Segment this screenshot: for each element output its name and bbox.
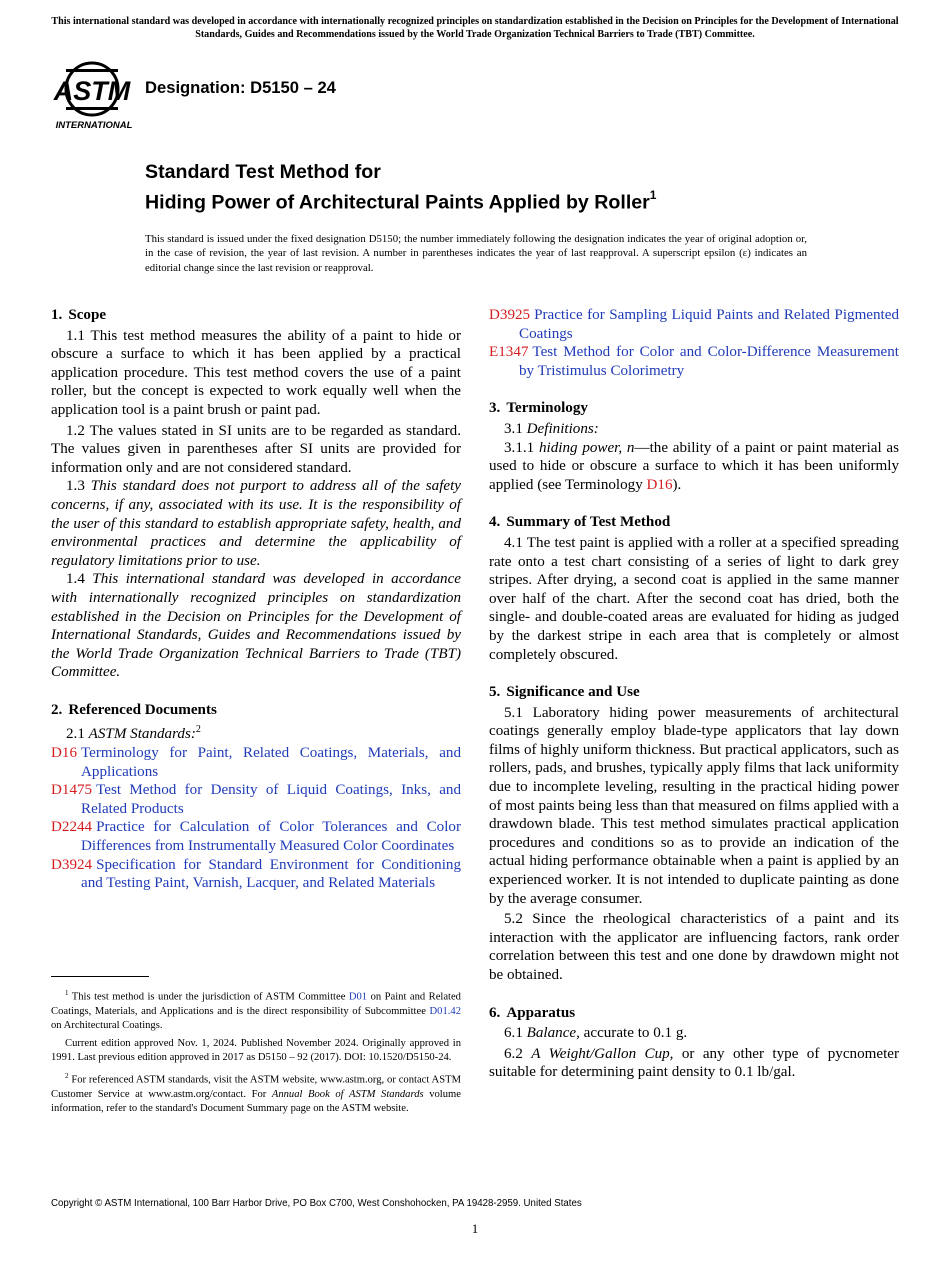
designation: Designation: D5150 – 24 — [145, 78, 336, 97]
para-6-1: 6.1 Balance, accurate to 0.1 g. — [504, 1025, 688, 1042]
reference-item[interactable] — [51, 818, 461, 855]
para-3-1: 3.1 Definitions: — [504, 420, 599, 437]
terminology-d16-link[interactable]: D16 — [646, 476, 673, 493]
logo-text: ASTM — [53, 76, 131, 106]
para-5-1: 5.1 Laboratory hiding power measurements of architectural coatings generally employ blade-type applicators that lay down films of highly uniform thickness. But practical applicators, such as rollers, pads, and brushes, typically apply films that lack uniformity due to incomplete leveling, resulting in the practical hiding power of most paints being less than that measured on films applied with a drawdown blade. This test method simulates practical application procedures and conditions so as to provide an indication of the actual hiding performance obtainable when a paint is applied by an experienced worker. It is not intended to duplicate painting as done by the average consumer. — [489, 704, 899, 907]
copyright-notice: Copyright © ASTM International, 100 Barr Harbor Drive, PO Box C700, West Conshohocken, PA 19428-2959. United States — [51, 1198, 582, 1209]
page-number: 1 — [471, 1221, 479, 1236]
reference-code-link[interactable]: D3925 — [489, 307, 531, 323]
reference-title-link[interactable]: Practice for Sampling Liquid Paints and Related Pigmented Coatings — [519, 307, 899, 342]
reference-code-link[interactable]: D16 — [51, 745, 77, 762]
section-heading-significance: 5. Significance and Use — [489, 684, 640, 701]
title-line-2: Hiding Power of Architectural Paints Applied by Roller$^1$ — [145, 187, 657, 214]
reference-title-link[interactable]: Specification for Standard Environment for Conditioning and Testing Paint, Varnish, Lacquer, and Related Materials — [81, 856, 461, 892]
section-heading-summary: 4. Summary of Test Method — [489, 514, 671, 531]
para-2-1: 2.1 ASTM Standards:$^2$ — [66, 724, 201, 743]
reference-item[interactable] — [51, 856, 461, 893]
left-column — [51, 306, 461, 893]
footnote-1: $^1$ This test method is under the jurisdiction of ASTM Committee D01 on Paint and Related Coatings, Materials, and Applications and is the direct responsibility of Subcommittee D01.42 on Architectural Coatings. — [51, 989, 461, 1032]
section-heading-scope: 1. Scope — [51, 307, 107, 323]
astm-logo — [52, 57, 136, 133]
reference-item[interactable] — [489, 306, 899, 343]
para-1-4: 1.4 This international standard was developed in accordance with internationally recognized principles on standardization established in the Decision on Principles for the Development of International Standards, Guides and Recommendations issued by the World Trade Organization Technical Barriers to Trade (TBT) Committee. — [51, 571, 461, 681]
reference-title-link[interactable]: Test Method for Color and Color-Difference Measurement by Tristimulus Colorimetry — [519, 344, 899, 379]
section-heading-apparatus: 6. Apparatus — [489, 1004, 576, 1021]
reference-code-link[interactable]: D3924 — [51, 856, 93, 873]
footnote-2: $^2$ For referenced ASTM standards, visit the ASTM website, www.astm.org, or contact ASTM Customer Service at www.astm.org/contact. For Annual Book of ASTM Standards volume information, refer to the standard's Document Summary page on the ASTM website. — [51, 1071, 461, 1114]
title-footnote-marker: 1 — [649, 187, 657, 202]
section-heading-referenced-documents: 2. Referenced Documents — [51, 701, 217, 718]
reference-code-link[interactable]: D1475 — [51, 782, 93, 799]
reference-item[interactable] — [489, 343, 899, 380]
reference-code-link[interactable]: D2244 — [51, 819, 93, 836]
reference-title-link[interactable]: Test Method for Density of Liquid Coatings, Inks, and Related Products — [81, 782, 461, 817]
committee-link[interactable]: D01 — [348, 991, 368, 1003]
reference-item[interactable] — [51, 781, 461, 818]
reference-item[interactable] — [51, 744, 461, 781]
para-3-1-1: 3.1.1 hiding power, n—the ability of a paint or paint material as used to hide or obscure a surface to which it has been uniformly applied (see Terminology D16). — [489, 439, 899, 493]
top-notice: This international standard was developed in accordance with internationally recognized principles on standardization established in the Decision on Principles for the Development of International Standards, Guides and Recommendations issued by the World Trade Organization Technical Barriers to Trade (TBT) Committee. — [51, 16, 899, 40]
subcommittee-link[interactable]: D01.42 — [429, 1005, 461, 1017]
issue-note: This standard is issued under the fixed designation D5150; the number immediately following the designation indicates the year of original adoption or, in the case of revision, the year of last revision. A number in parentheses indicates the year of last reapproval. A superscript epsilon (ε) indicates an editorial change since the last revision or reapproval. — [145, 233, 807, 274]
logo-subtext: INTERNATIONAL — [55, 120, 133, 131]
right-column — [489, 306, 899, 1082]
reference-code-link[interactable]: E1347 — [489, 344, 529, 361]
para-5-2: 5.2 Since the rheological characteristics of a paint and its interaction with the applicator are influencing factors, rank order correlation between this test and one done by drawdown might not be obtained. — [489, 911, 899, 983]
title-line-1: Standard Test Method for — [145, 161, 381, 183]
para-6-2: 6.2 A Weight/Gallon Cup, or any other type of pycnometer suitable for determining paint density to 0.1 lb/gal. — [489, 1045, 900, 1081]
para-1-1: 1.1 This test method measures the ability of a paint to hide or obscure a surface to which it has been applied by a practical application procedure. This test method covers the use of a paint roller, but the concept is expected to work equally well when the application tool is a paint brush or paint pad. — [51, 327, 461, 418]
footnote-1-edition: Current edition approved Nov. 1, 2024. Published November 2024. Originally approved in 1991. Last previous edition approved in 2017 as D5150 – 92 (2017). DOI: 10.1520/D5150-24. — [51, 1037, 461, 1064]
para-1-3: 1.3 This standard does not purport to address all of the safety concerns, if any, associated with its use. It is the responsibility of the user of this standard to establish appropriate safety, health, and environmental practices and determine the applicability of regulatory limitations prior to use. — [51, 478, 461, 569]
section-heading-terminology: 3. Terminology — [489, 400, 588, 417]
reference-title-link[interactable]: Terminology for Paint, Related Coatings, Materials, and Applications — [81, 745, 461, 780]
footnotes — [51, 986, 461, 1119]
reference-title-link[interactable]: Practice for Calculation of Color Tolerances and Color Differences from Instrumentally Measured Color Coordinates — [81, 819, 461, 855]
para-1-2: 1.2 The values stated in SI units are to be regarded as standard. The values given in parentheses after SI units are provided for information only and are not considered standard. — [51, 422, 461, 476]
document-title — [145, 160, 656, 215]
footnote-divider — [51, 976, 149, 977]
para-4-1: 4.1 The test paint is applied with a roller at a specified spreading rate onto a test chart consisting of a series of light to dark grey stripes. After drying, a second coat is applied in the same manner over half of the chart. After the second coat has dried, both the single- and double-coated areas are evaluated for hiding as judged by the darkest stripe in each area that is completely or almost completely obscured. — [489, 534, 899, 663]
